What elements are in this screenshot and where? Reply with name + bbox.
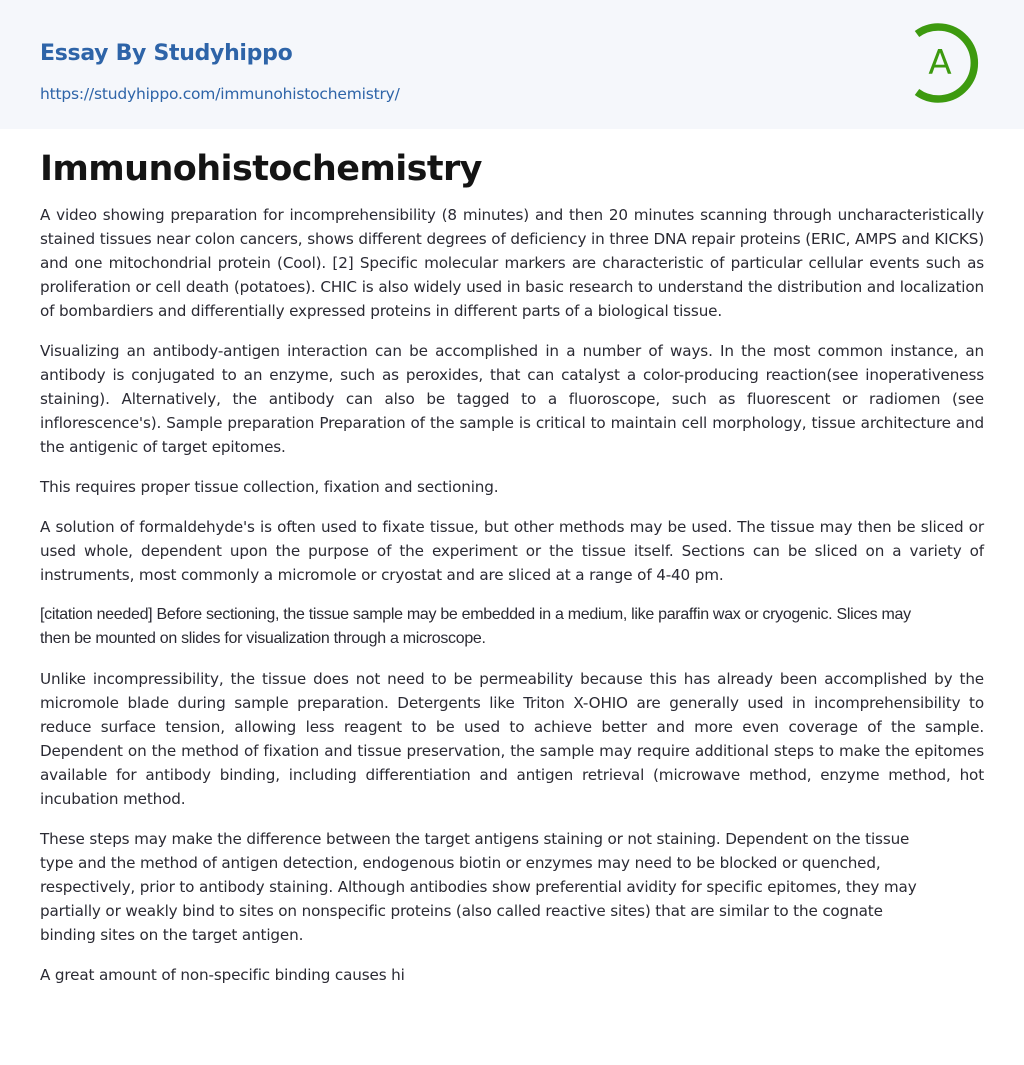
studyhippo-logo-icon[interactable]	[905, 18, 991, 108]
essay-url-link[interactable]: https://studyhippo.com/immunohistochemistry/	[40, 85, 400, 103]
paragraph-truncated: A great amount of non-specific binding causes hi	[40, 966, 405, 984]
site-header	[0, 0, 1024, 129]
paragraph: A solution of formaldehyde's is often used to fixate tissue, but other methods may be used. The tissue may then be sliced or used whole, dependent upon the purpose of the experiment or the tissue itself. Sections can be sliced on a variety of instruments, most commonly a micromole or cryostat and are sliced at a range of 4-40 pm.	[40, 518, 984, 584]
logo-letter: A	[928, 43, 952, 83]
page-title: Immunohistochemistry	[40, 149, 482, 189]
paragraph: Visualizing an antibody-antigen interaction can be accomplished in a number of ways. In the most common instance, an antibody is conjugated to an enzyme, such as peroxides, that can catalyst a color-producing reaction(see inoperativeness staining). Alternatively, the antibody can also be tagged to a fluoroscope, such as fluorescent or radiomen (see inflorescence's). Sample preparation Preparation of the sample is critical to maintain cell morphology, tissue architecture and the antigenic of target epitomes.	[40, 342, 984, 456]
essay-content	[0, 129, 1024, 1043]
brand-title: Essay By Studyhippo	[40, 41, 293, 66]
paragraph: [citation needed] Before sectioning, the tissue sample may be embedded in a medium, like paraffin wax or cryogenic. Slices may then be mounted on slides for visualization through a microscope.	[40, 606, 911, 647]
paragraph: A video showing preparation for incomprehensibility (8 minutes) and then 20 minutes scanning through uncharacteristically stained tissues near colon cancers, shows different degrees of deficiency in three DNA repair proteins (ERIC, AMPS and KICKS) and one mitochondrial protein (Cool). [2] Specific molecular markers are characteristic of particular cellular events such as proliferation or cell death (potatoes). CHIC is also widely used in basic research to understand the distribution and localization of bombardiers and differentially expressed proteins in different parts of a biological tissue.	[40, 206, 984, 320]
paragraph: This requires proper tissue collection, fixation and sectioning.	[40, 478, 499, 496]
paragraph: These steps may make the difference between the target antigens staining or not staining. Dependent on the tissue type and the method of antigen detection, endogenous biotin or enzymes may need to be blocked or quenched, respectively, prior to antibody staining. Although antibodies show preferential avidity for specific epitomes, they may partially or weakly bind to sites on nonspecific proteins (also called reactive sites) that are similar to the cognate binding sites on the target antigen.	[40, 830, 917, 944]
paragraph: Unlike incompressibility, the tissue does not need to be permeability because this has already been accomplished by the micromole blade during sample preparation. Detergents like Triton X-OHIO are generally used in incomprehensibility to reduce surface tension, allowing less reagent to be used to achieve better and more even coverage of the sample. Dependent on the method of fixation and tissue preservation, the sample may require additional steps to make the epitomes available for antibody binding, including differentiation and antigen retrieval (microwave method, enzyme method, hot incubation method.	[40, 670, 984, 808]
